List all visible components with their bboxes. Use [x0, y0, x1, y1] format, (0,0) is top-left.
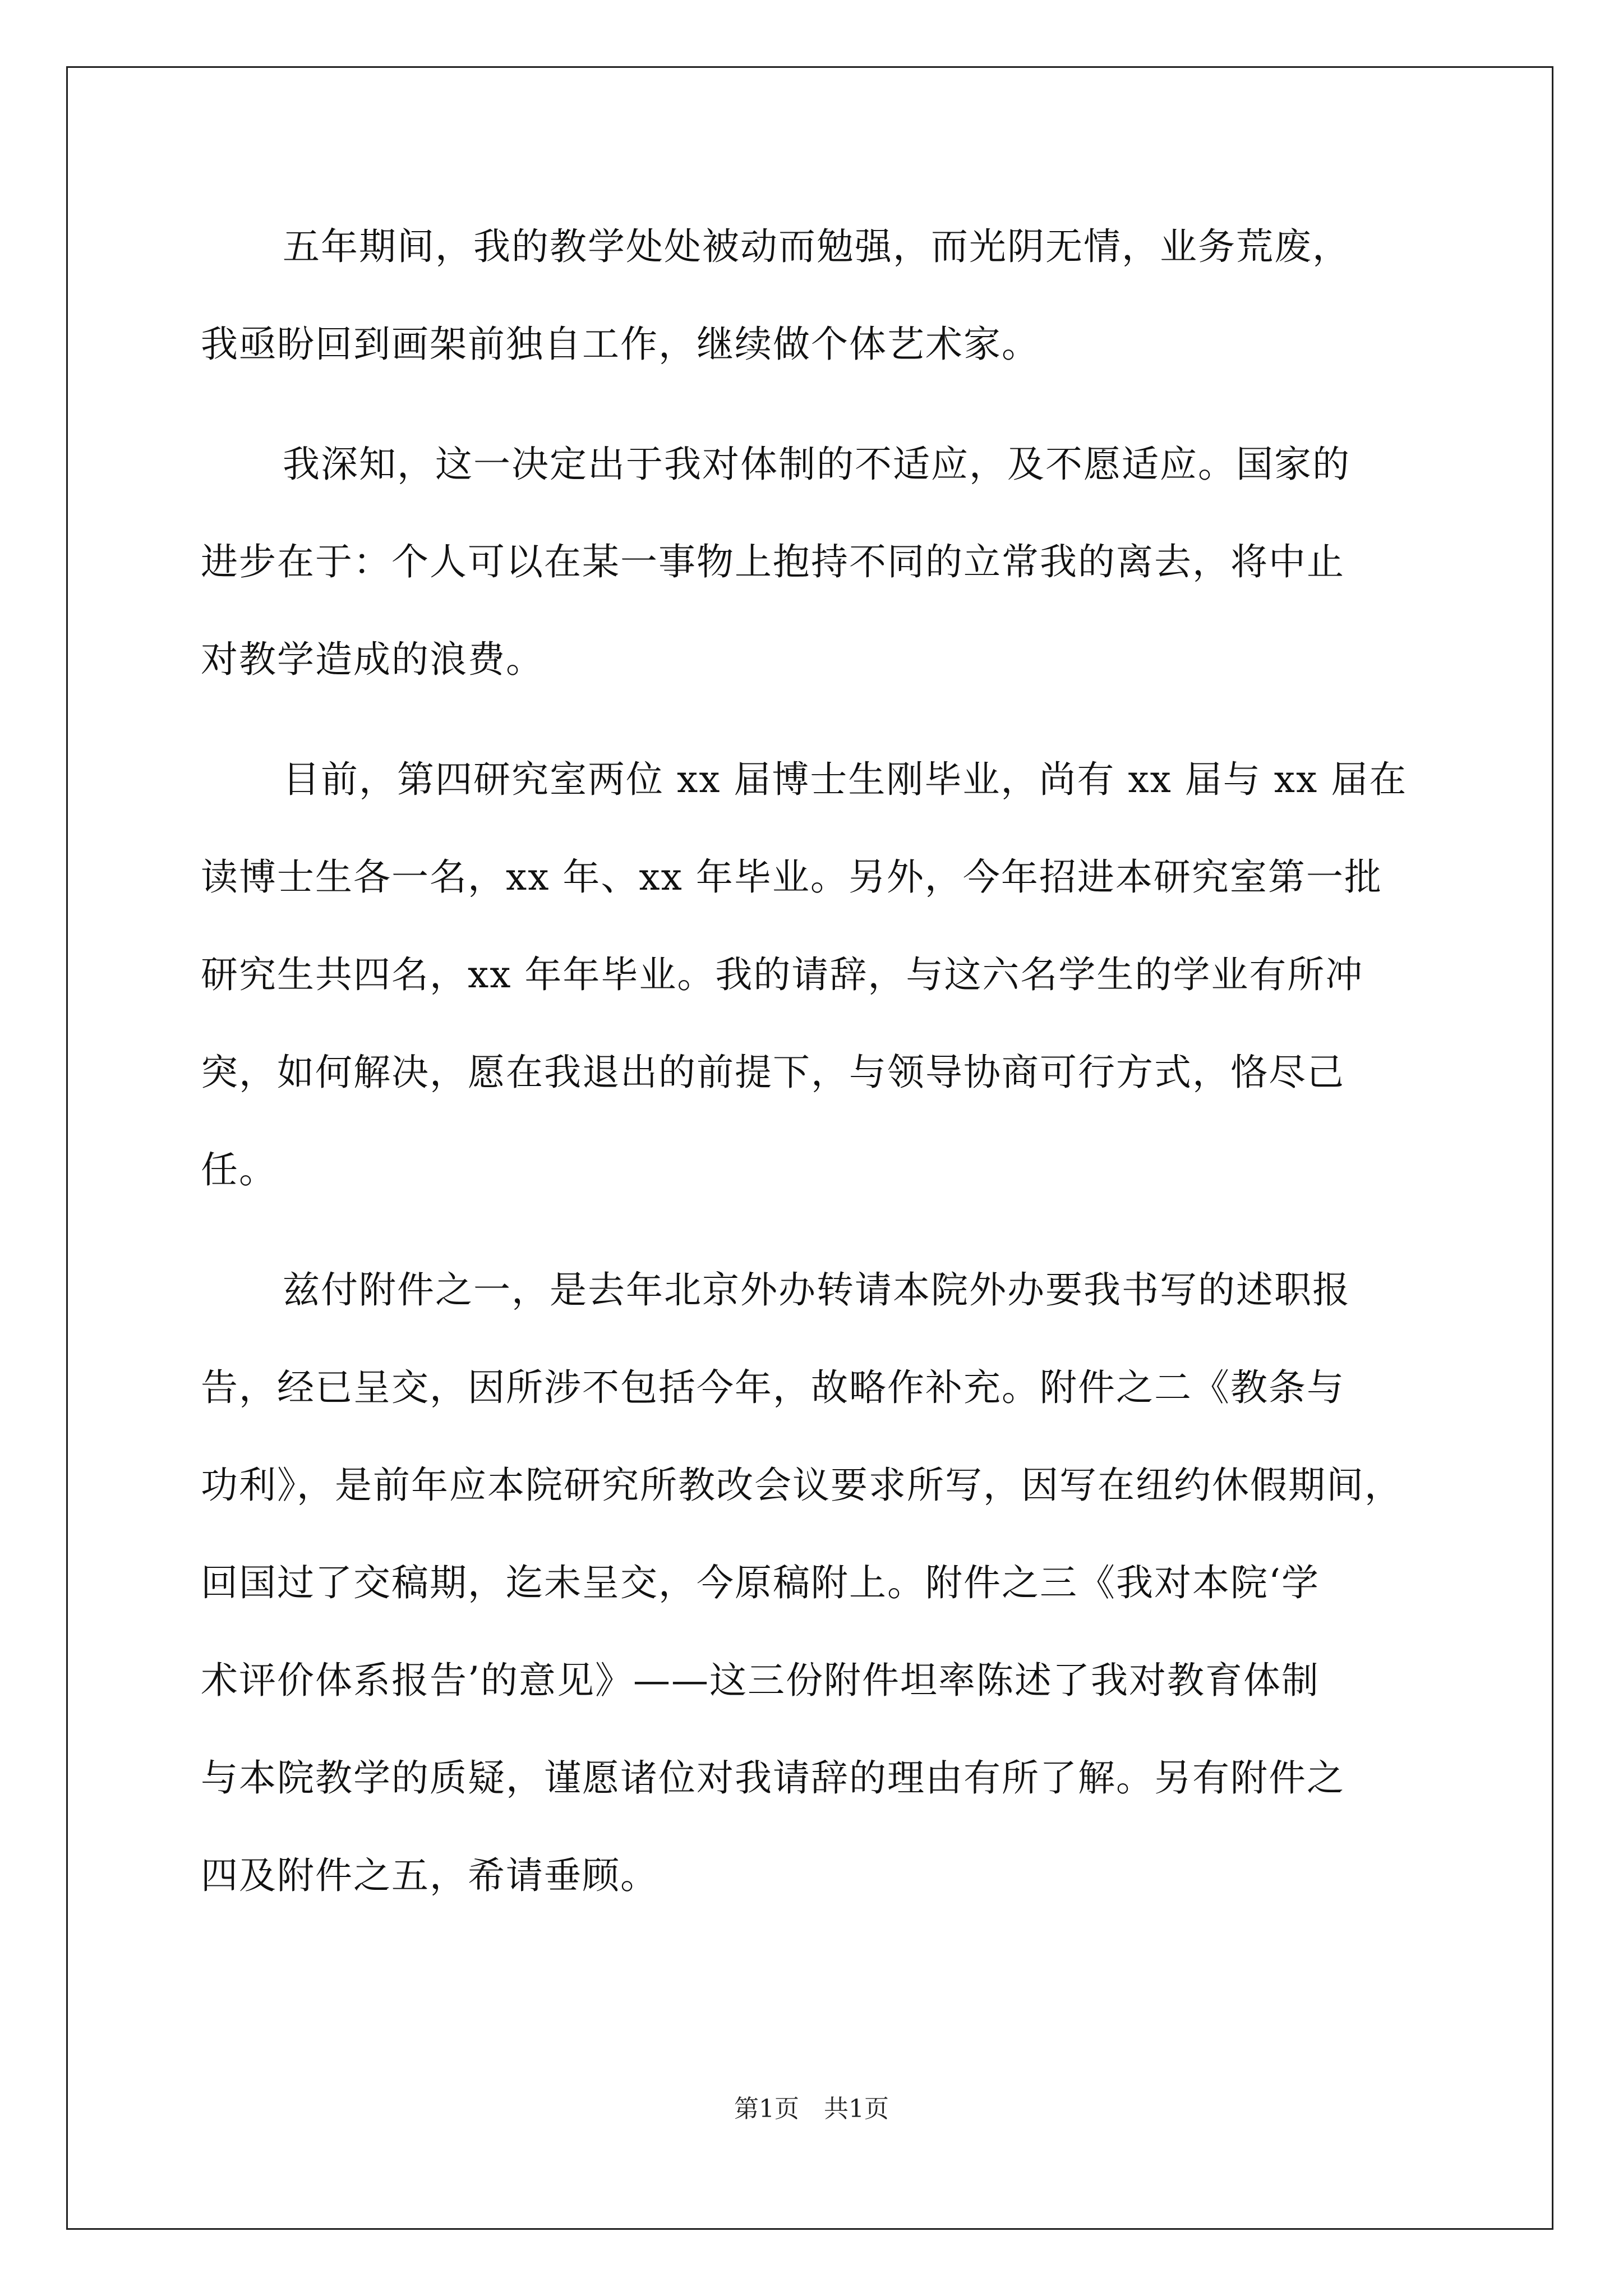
paragraph-3-line-4: 突，如何解决，愿在我退出的前提下，与领导协商可行方式，恪尽己	[201, 1051, 1345, 1094]
paragraph-4-line-5: 术评价体系报告’的意见》——这三份附件坦率陈述了我对教育体制	[201, 1659, 1320, 1702]
page-footer: 第1页 共1页	[734, 2095, 889, 2123]
paragraph-4-line-4: 回国过了交稿期，迄未呈交，今原稿附上。附件之三《我对本院‘学	[201, 1561, 1320, 1604]
paragraph-2-line-2: 进步在于：个人可以在某一事物上抱持不同的立常我的离去，将中止	[201, 540, 1345, 583]
paragraph-2-line-1: 我深知，这一决定出于我对体制的不适应，及不愿适应。国家的	[283, 443, 1350, 486]
paragraph-4-line-6: 与本院教学的质疑，谨愿诸位对我请辞的理由有所了解。另有附件之	[201, 1756, 1345, 1800]
paragraph-4-line-1: 兹付附件之一，是去年北京外办转请本院外办要我书写的述职报	[283, 1268, 1350, 1312]
paragraph-3-line-1: 目前，第四研究室两位 xx 届博士生刚毕业，尚有 xx 届与 xx 届在	[283, 758, 1408, 801]
paragraph-1-line-1: 五年期间，我的教学处处被动而勉强，而光阴无情，业务荒废，	[283, 225, 1350, 268]
paragraph-4-line-7: 四及附件之五，希请垂顾。	[201, 1854, 658, 1897]
paragraph-3-line-5: 任。	[201, 1148, 277, 1191]
paragraph-1-line-2: 我亟盼回到画架前独自工作，继续做个体艺术家。	[201, 323, 1040, 366]
paragraph-2-line-3: 对教学造成的浪费。	[201, 638, 544, 681]
page-border	[66, 66, 1553, 2230]
paragraph-4-line-3: 功利》，是前年应本院研究所教改会议要求所写，因写在纽约休假期间，	[201, 1464, 1403, 1507]
paragraph-3-line-2: 读博士生各一名，xx 年、xx 年毕业。另外，今年招进本研究室第一批	[201, 855, 1382, 899]
paragraph-3-line-3: 研究生共四名，xx 年年毕业。我的请辞，与这六名学生的学业有所冲	[201, 953, 1364, 996]
paragraph-4-line-2: 告，经已呈交，因所涉不包括今年，故略作补充。附件之二《教条与	[201, 1366, 1345, 1409]
